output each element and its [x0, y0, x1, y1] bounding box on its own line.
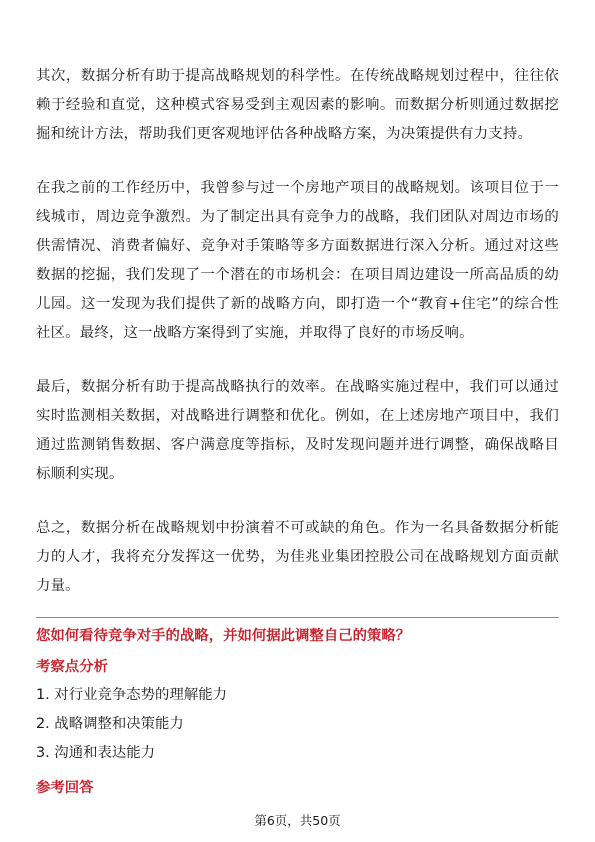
page-number: 第6页，共50页 [254, 813, 341, 828]
analysis-heading: 考察点分析 [36, 659, 108, 675]
paragraph-scientific: 其次，数据分析有助于提高战略规划的科学性。在传统战略规划过程中，往往依赖于经验和直觉，这种模式容易受到主观因素的影响。而数据分析则通过数据挖掘和统计方法，帮助我们更客观地评估各种战略方案，为决策提供有力支持。 [36, 68, 559, 142]
list-item: 1. 对行业竞争态势的理解能力 [36, 687, 227, 703]
paragraph-efficiency: 最后，数据分析有助于提高战略执行的效率。在战略实施过程中，我们可以通过实时监测相关数据，对战略进行调整和优化。例如，在上述房地产项目中，我们通过监测销售数据、客户满意度等指标，及时发现问题并进行调整，确保战略目标顺利实现。 [36, 379, 559, 482]
analysis-points [36, 681, 227, 768]
section-divider [36, 617, 559, 618]
list-item: 2. 战略调整和决策能力 [36, 716, 184, 732]
question-title: 您如何看待竞争对手的战略，并如何据此调整自己的策略？ [36, 628, 411, 644]
answer-heading: 参考回答 [36, 780, 94, 796]
paragraph-experience: 在我之前的工作经历中，我曾参与过一个房地产项目的战略规划。该项目位于一线城市，周边竞争激烈。为了制定出具有竞争力的战略，我们团队对周边市场的供需情况、消费者偏好、竞争对手策略等多方面数据进行深入分析。通过对这些数据的挖掘，我们发现了一个潜在的市场机会：在项目周边建设一所高品质的幼儿园。这一发现为我们提供了新的战略方向，即打造一个“教育+住宅”的综合性社区。最终，这一战略方案得到了实施，并取得了良好的市场反响。 [36, 180, 559, 341]
list-item: 3. 沟通和表达能力 [36, 745, 156, 761]
paragraph-conclusion: 总之，数据分析在战略规划中扮演着不可或缺的角色。作为一名具备数据分析能力的人才，我将充分发挥这一优势，为佳兆业集团控股公司在战略规划方面贡献力量。 [36, 520, 559, 594]
body-text [36, 62, 559, 601]
